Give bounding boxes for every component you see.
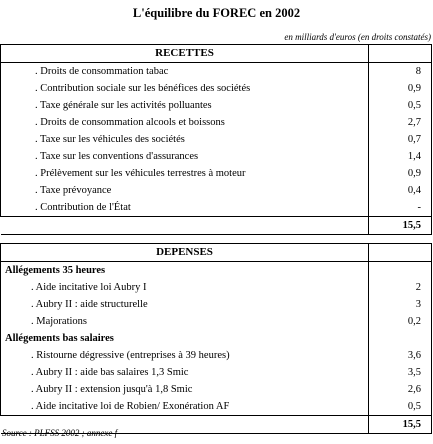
table-row [1, 313, 432, 330]
row-label: . Taxe sur les conventions d'assurances [35, 151, 199, 162]
row-label: . Aide incitative loi de Robien/ Exonération AF [31, 401, 230, 412]
row-value: 2,7 [369, 114, 432, 131]
row-label: . Majorations [31, 316, 87, 327]
row-value: 8 [369, 63, 432, 81]
table-row [1, 165, 432, 182]
row-value: 0,2 [369, 313, 432, 330]
recettes-total: 15,5 [369, 217, 432, 235]
depenses-header-value [369, 244, 432, 262]
row-value: 3 [369, 296, 432, 313]
table-row [1, 347, 432, 364]
source-note: Source : PLFSS 2002 ; annexe f [2, 428, 118, 438]
row-label: . Droits de consommation tabac [35, 66, 169, 77]
depenses-header-row [1, 244, 432, 262]
unit-note: en milliards d'euros (en droits constatés) [284, 32, 431, 42]
table-row [1, 296, 432, 313]
row-label: . Aubry II : extension jusqu'à 1,8 Smic [31, 384, 193, 395]
recettes-total-row [1, 217, 432, 235]
table-row [1, 182, 432, 199]
row-label: . Contribution sociale sur les bénéfices des sociétés [35, 83, 251, 94]
recettes-header-value [369, 45, 432, 63]
table-row [1, 398, 432, 416]
row-value: 0,9 [369, 80, 432, 97]
table-row [1, 114, 432, 131]
table-row [1, 80, 432, 97]
row-value: 0,5 [369, 398, 432, 416]
row-label: . Taxe prévoyance [35, 185, 112, 196]
row-label: . Aide incitative loi Aubry I [31, 282, 147, 293]
row-label: . Taxe sur les véhicules des sociétés [35, 134, 185, 145]
row-value: 2 [369, 279, 432, 296]
group-row [1, 262, 432, 280]
table-row [1, 279, 432, 296]
table-row [1, 381, 432, 398]
group-row [1, 330, 432, 347]
row-label: . Aubry II : aide bas salaires 1,3 Smic [31, 367, 189, 378]
row-value: 3,5 [369, 364, 432, 381]
row-label: . Contribution de l'État [35, 202, 131, 213]
row-value: 2,6 [369, 381, 432, 398]
recettes-header-row [1, 45, 432, 63]
row-label: . Aubry II : aide structurelle [31, 299, 148, 310]
group-title: Allégements 35 heures [1, 262, 369, 280]
depenses-total: 15,5 [369, 416, 432, 434]
row-label: . Prélèvement sur les véhicules terrestres à moteur [35, 168, 246, 179]
table-row [1, 63, 432, 81]
table-title: L'équilibre du FOREC en 2002 [132, 6, 301, 20]
row-value: 0,7 [369, 131, 432, 148]
forec-table [0, 44, 432, 434]
row-value: 0,4 [369, 182, 432, 199]
table-row [1, 148, 432, 165]
row-value: - [369, 199, 432, 217]
table-row [1, 199, 432, 217]
group-title: Allégements bas salaires [1, 330, 369, 347]
row-label: . Droits de consommation alcools et boissons [35, 117, 225, 128]
table-row [1, 131, 432, 148]
depenses-header: DEPENSES [1, 244, 369, 262]
row-value: 0,9 [369, 165, 432, 182]
row-label: . Ristourne dégressive (entreprises à 39 heures) [31, 350, 230, 361]
row-value: 0,5 [369, 97, 432, 114]
table-row [1, 97, 432, 114]
row-value: 1,4 [369, 148, 432, 165]
row-label: . Taxe générale sur les activités polluantes [35, 100, 212, 111]
spacer [1, 235, 432, 244]
table-row [1, 364, 432, 381]
recettes-header: RECETTES [1, 45, 369, 63]
row-value: 3,6 [369, 347, 432, 364]
